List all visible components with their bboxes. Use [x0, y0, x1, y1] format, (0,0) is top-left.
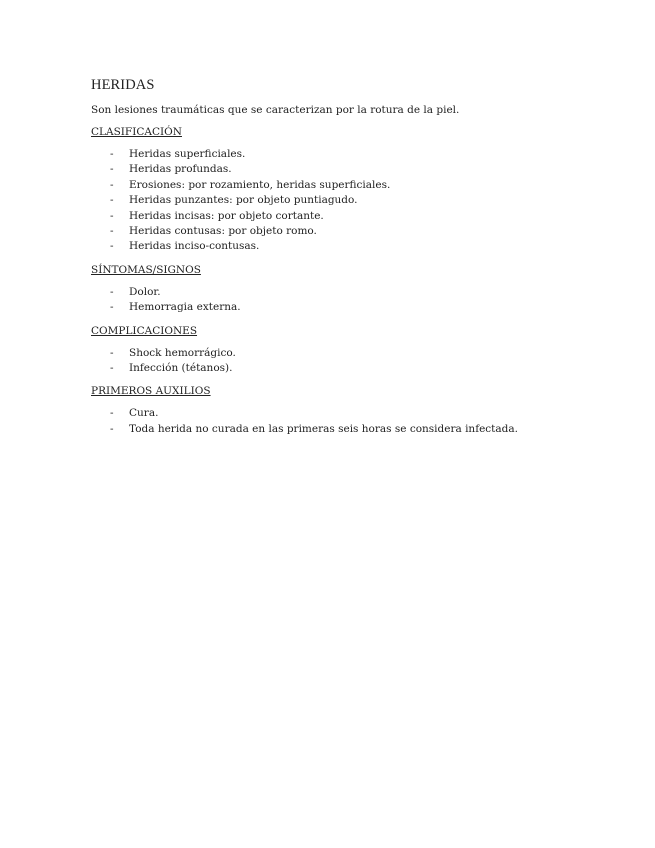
section-heading: CLASIFICACIÓN [91, 126, 182, 138]
list-item [91, 178, 611, 193]
bullet-marker: - [110, 148, 114, 160]
list-item [91, 346, 611, 361]
document-content [91, 76, 611, 445]
section-heading: PRIMEROS AUXILIOS [91, 385, 211, 398]
bullet-marker: - [110, 301, 114, 314]
list-item-text: Dolor. [129, 285, 161, 298]
section-heading: COMPLICACIONES [91, 324, 198, 337]
list-item-text: Heridas punzantes: por objeto puntiagudo. [129, 194, 358, 207]
bullet-marker: - [110, 194, 114, 207]
list-item [91, 285, 611, 300]
bullet-list [91, 406, 611, 437]
section-heading: SÍNTOMAS/SIGNOS [91, 263, 201, 276]
bullet-marker: - [110, 209, 114, 222]
bullet-list [91, 346, 611, 377]
list-item-text: Erosiones: por rozamiento, heridas superficiales. [129, 178, 391, 191]
list-item-text: Cura. [129, 407, 159, 420]
list-item [91, 193, 611, 208]
section-complicaciones [91, 324, 611, 377]
list-item-text: Hemorragia externa. [129, 301, 241, 314]
bullet-marker: - [110, 163, 114, 176]
list-item [91, 209, 611, 224]
list-item-text: Heridas profundas. [129, 163, 232, 176]
document-title: HERIDAS [91, 77, 155, 93]
list-item [91, 239, 611, 254]
list-item-text: Heridas superficiales. [129, 148, 246, 160]
bullet-marker: - [110, 422, 114, 435]
list-item [91, 224, 611, 239]
section-sintomas-signos [91, 263, 611, 316]
list-item-text: Heridas contusas: por objeto romo. [129, 225, 317, 238]
bullet-marker: - [110, 285, 114, 298]
bullet-marker: - [110, 407, 114, 420]
bullet-list [91, 147, 611, 255]
list-item-text: Heridas incisas: por objeto cortante. [129, 209, 324, 222]
bullet-marker: - [110, 178, 114, 191]
list-item-text: Shock hemorrágico. [129, 346, 236, 359]
bullet-marker: - [110, 240, 114, 253]
list-item [91, 147, 611, 162]
list-item-text: Heridas inciso-contusas. [129, 240, 260, 253]
section-clasificacion [91, 125, 611, 255]
list-item [91, 300, 611, 315]
list-item [91, 406, 611, 421]
list-item-text: Toda herida no curada en las primeras seis horas se considera infectada. [129, 422, 518, 435]
bullet-marker: - [110, 346, 114, 359]
list-item [91, 162, 611, 177]
section-primeros-auxilios [91, 384, 611, 437]
bullet-marker: - [110, 225, 114, 238]
bullet-list [91, 285, 611, 316]
list-item-text: Infección (tétanos). [129, 362, 233, 375]
bullet-marker: - [110, 362, 114, 375]
intro-paragraph: Son lesiones traumáticas que se caracterizan por la rotura de la piel. [91, 104, 460, 116]
list-item [91, 422, 611, 437]
list-item [91, 361, 611, 376]
